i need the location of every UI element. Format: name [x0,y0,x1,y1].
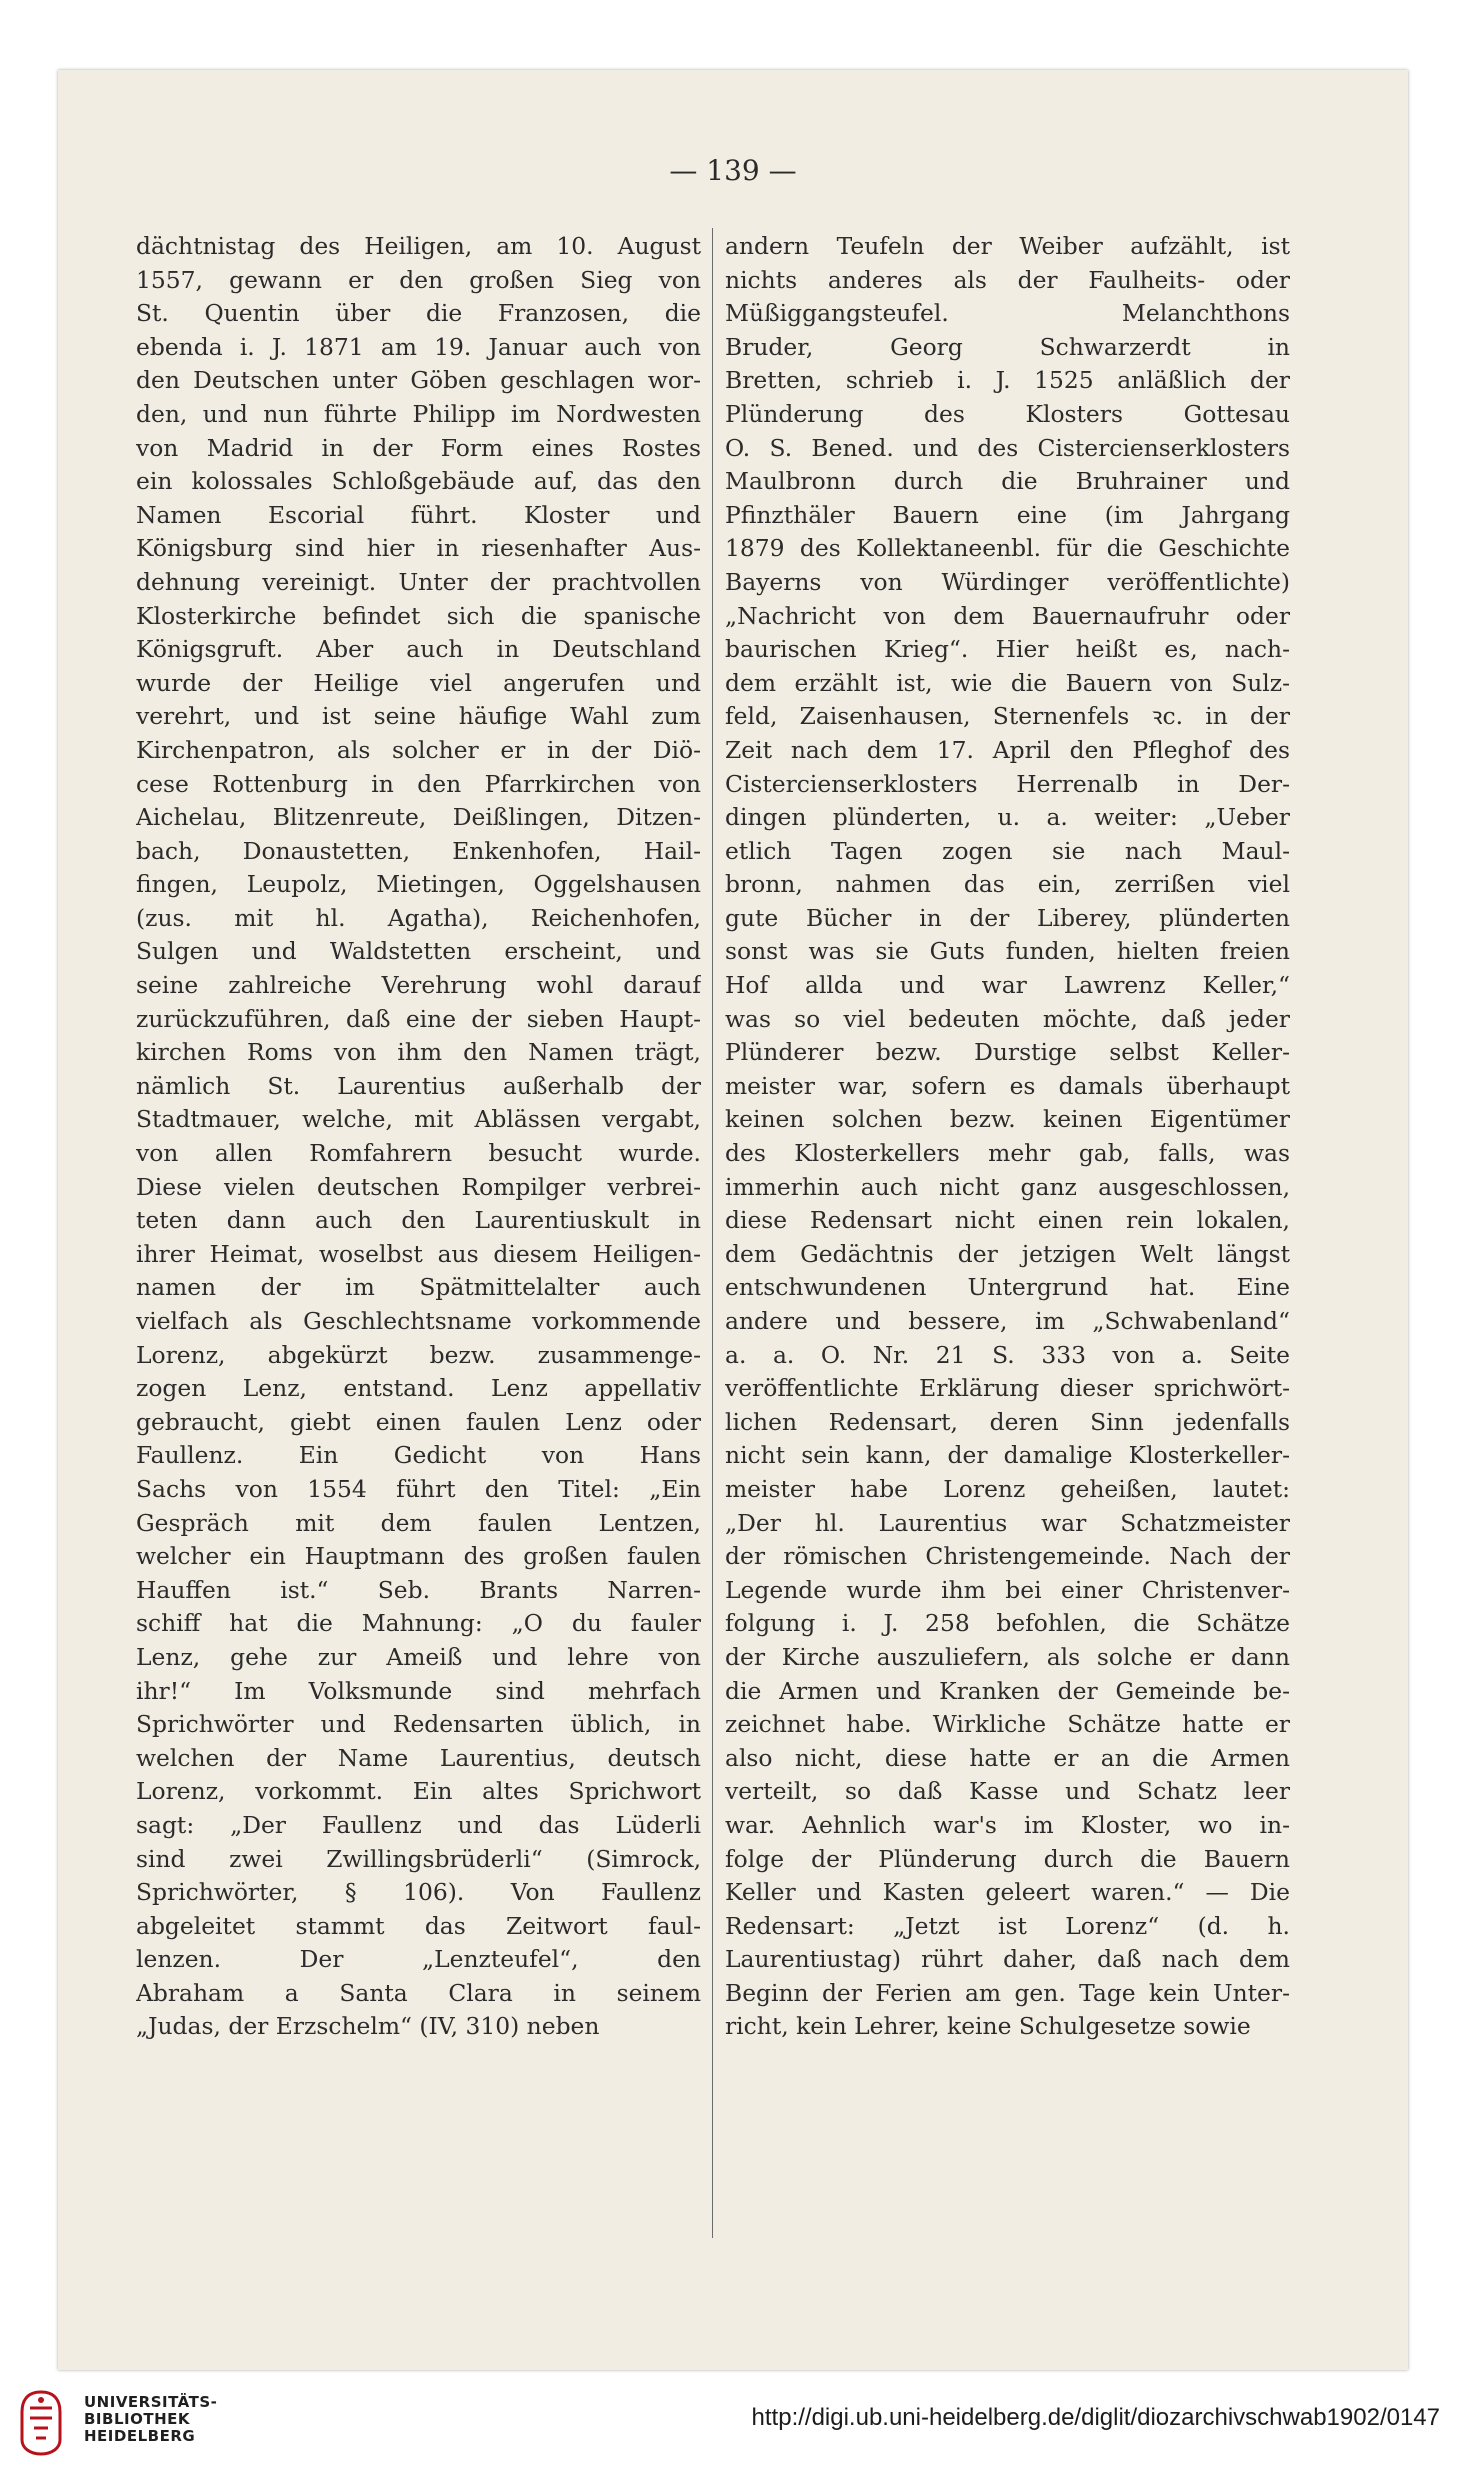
text-line: Aichelau, Blitzenreute, Deißlingen, Ditzen- [136,803,701,832]
text-line: Bretten, schrieb i. J. 1525 anläßlich der [725,366,1290,395]
text-line: „Der hl. Laurentius war Schatzmeister [725,1508,1290,1537]
source-url-link[interactable]: http://digi.ub.uni-heidelberg.de/diglit/diozarchivschwab1902/0147 [751,2404,1440,2431]
text-line: meister habe Lorenz geheißen, lautet: [725,1474,1290,1503]
text-line: die Armen und Kranken der Gemeinde be- [725,1676,1290,1705]
text-line: folge der Plünderung durch die Bauern [725,1844,1290,1873]
text-line: richt, kein Lehrer, keine Schulgesetze sowie [725,2012,1251,2041]
text-line: „Judas, der Erzschelm“ (IV, 310) neben [136,2012,600,2041]
text-line: meister war, sofern es damals überhaupt [725,1071,1290,1100]
text-line: Faullenz. Ein Gedicht von Hans [136,1441,701,1470]
text-line: ein kolossales Schloßgebäude auf, das den [136,467,701,496]
text-line: veröffentlichte Erklärung dieser sprichwört- [725,1374,1290,1403]
text-line: Sprichwörter, § 106). Von Faullenz [136,1878,701,1907]
text-line: Bruder, Georg Schwarzerdt in [725,332,1290,361]
text-line: gute Bücher in der Liberey, plünderten [725,903,1290,932]
text-line: entschwundenen Untergrund hat. Eine [725,1273,1290,1302]
text-line: seine zahlreiche Verehrung wohl darauf [136,971,701,1000]
text-line: Hauffen ist.“ Seb. Brants Narren- [136,1575,701,1604]
text-line: zeichnet habe. Wirkliche Schätze hatte er [725,1710,1290,1739]
text-line: Abraham a Santa Clara in seinem [136,1978,701,2007]
text-line: Hof allda und war Lawrenz Keller,“ [725,971,1290,1000]
text-line: welcher ein Hauptmann des großen faulen [136,1542,701,1571]
text-line: bronn, nahmen das ein, zerrißen viel [725,870,1290,899]
text-line: Cistercienserklosters Herrenalb in Der- [725,769,1290,798]
left-text-column [136,230,701,2044]
text-line: Legende wurde ihm bei einer Christenver- [725,1575,1290,1604]
library-name-line: HEIDELBERG [84,2427,196,2445]
text-line: ihrer Heimat, woselbst aus diesem Heiligen- [136,1239,701,1268]
text-line: dächtnistag des Heiligen, am 10. August [136,232,701,260]
text-line: 1557, gewann er den großen Sieg von [136,265,701,294]
text-line: verehrt, und ist seine häufige Wahl zum [136,702,701,731]
text-line: welchen der Name Laurentius, deutsch [136,1743,701,1772]
text-line: Zeit nach dem 17. April den Pfleghof des [725,735,1290,764]
text-line: Königsgruft. Aber auch in Deutschland [136,635,701,664]
text-line: ebenda i. J. 1871 am 19. Januar auch von [136,332,701,361]
text-line: St. Quentin über die Franzosen, die [136,299,701,328]
library-name-line: BIBLIOTHEK [84,2410,190,2428]
text-line: Keller und Kasten geleert waren.“ — Die [725,1878,1290,1907]
text-line: dem Gedächtnis der jetzigen Welt längst [725,1239,1290,1268]
text-line: Diese vielen deutschen Rompilger verbrei- [136,1172,701,1201]
text-line: Sprichwörter und Redensarten üblich, in [136,1710,701,1739]
text-line: Sachs von 1554 führt den Titel: „Ein [136,1474,701,1503]
text-line: lenzen. Der „Lenzteufel“, den [136,1945,701,1974]
text-line: fingen, Leupolz, Mietingen, Oggelshausen [136,870,701,899]
text-line: folgung i. J. 258 befohlen, die Schätze [725,1609,1290,1638]
text-line: Beginn der Ferien am gen. Tage kein Unter- [725,1978,1290,2007]
text-line: ihr!“ Im Volksmunde sind mehrfach [136,1676,701,1705]
text-line: namen der im Spätmittelalter auch [136,1273,701,1302]
text-line: andere und bessere, im „Schwabenland“ [725,1307,1290,1335]
text-line: andern Teufeln der Weiber aufzählt, ist [725,232,1290,260]
text-line: Plünderung des Klosters Gottesau [725,399,1290,428]
text-line: Gespräch mit dem faulen Lentzen, [136,1508,701,1537]
right-text-column [725,230,1290,2044]
text-line: teten dann auch den Laurentiuskult in [136,1206,701,1235]
text-line: abgeleitet stammt das Zeitwort faul- [136,1911,701,1940]
text-line: nichts anderes als der Faulheits- oder [725,265,1290,294]
text-line: sind zwei Zwillingsbrüderli“ (Simrock, [136,1844,701,1873]
text-line: kirchen Roms von ihm den Namen trägt, [136,1038,701,1067]
text-line: bach, Donaustetten, Enkenhofen, Hail- [136,836,701,865]
heidelberg-library-seal-icon [16,2388,66,2458]
text-line: immerhin auch nicht ganz ausgeschlossen, [725,1172,1290,1201]
text-line: Redensart: „Jetzt ist Lorenz“ (d. h. [725,1911,1290,1940]
text-line: Laurentiustag) rührt daher, daß nach dem [725,1945,1290,1974]
text-line: was so viel bedeuten möchte, daß jeder [725,1004,1290,1033]
text-line: verteilt, so daß Kasse und Schatz leer [725,1777,1290,1806]
column-divider [712,228,713,2238]
text-line: der römischen Christengemeinde. Nach der [725,1542,1290,1571]
library-name-line: UNIVERSITÄTS- [84,2393,218,2411]
text-line: (zus. mit hl. Agatha), Reichenhofen, [136,903,701,932]
text-line: der Kirche auszuliefern, als solche er dann [725,1642,1290,1671]
text-line: also nicht, diese hatte er an die Armen [725,1743,1290,1772]
text-line: Kirchenpatron, als solcher er in der Diö- [136,735,701,764]
text-line: Lorenz, vorkommt. Ein altes Sprichwort [136,1777,701,1806]
text-line: cese Rottenburg in den Pfarrkirchen von [136,769,701,798]
text-line: den, und nun führte Philipp im Nordwesten [136,399,701,428]
text-line: dingen plünderten, u. a. weiter: „Ueber [725,803,1290,832]
footer-bar [0,2380,1462,2473]
text-line: Maulbronn durch die Bruhrainer und [725,467,1290,496]
text-line: Plünderer bezw. Durstige selbst Keller- [725,1038,1290,1067]
text-line: Müßiggangsteufel. Melanchthons [725,299,1290,328]
text-line: Bayerns von Würdinger veröffentlichte) [725,567,1290,596]
text-line: keinen solchen bezw. keinen Eigentümer [725,1105,1290,1134]
scanned-page [58,70,1408,2370]
text-line: Klosterkirche befindet sich die spanische [136,601,701,630]
text-line: des Klosterkellers mehr gab, falls, was [725,1139,1290,1168]
text-line: nicht sein kann, der damalige Klosterkeller- [725,1441,1290,1470]
text-line: feld, Zaisenhausen, Sternenfels ꝛc. in der [725,702,1290,731]
text-line: dehnung vereinigt. Unter der prachtvollen [136,567,701,596]
text-line: nämlich St. Laurentius außerhalb der [136,1071,701,1100]
text-line: zogen Lenz, entstand. Lenz appellativ [136,1374,701,1403]
text-line: von allen Romfahrern besucht wurde. [136,1139,701,1168]
text-line: von Madrid in der Form eines Rostes [136,433,701,462]
text-line: baurischen Krieg“. Hier heißt es, nach- [725,635,1290,664]
text-line: den Deutschen unter Göben geschlagen wor- [136,366,701,395]
text-line: Stadtmauer, welche, mit Ablässen vergabt, [136,1105,701,1134]
text-line: O. S. Bened. und des Cistercienserklosters [725,433,1290,462]
text-line: Sulgen und Waldstetten erscheint, und [136,937,701,966]
library-name [84,2394,217,2445]
text-line: zurückzuführen, daß eine der sieben Haupt- [136,1004,701,1033]
text-line: gebraucht, giebt einen faulen Lenz oder [136,1407,701,1436]
text-line: Lorenz, abgekürzt bezw. zusammenge- [136,1340,701,1369]
page-number: — 139 — [669,154,797,187]
text-line: sonst was sie Guts funden, hielten freien [725,937,1290,966]
text-line: „Nachricht von dem Bauernaufruhr oder [725,601,1290,630]
text-line: sagt: „Der Faullenz und das Lüderli [136,1810,701,1839]
text-line: 1879 des Kollektaneenbl. für die Geschichte [725,534,1290,563]
text-line: lichen Redensart, deren Sinn jedenfalls [725,1407,1290,1436]
text-line: a. a. O. Nr. 21 S. 333 von a. Seite [725,1340,1290,1369]
text-line: etlich Tagen zogen sie nach Maul- [725,836,1290,865]
text-line: diese Redensart nicht einen rein lokalen, [725,1206,1290,1235]
text-line: war. Aehnlich war's im Kloster, wo in- [725,1810,1290,1839]
text-line: Namen Escorial führt. Kloster und [136,500,701,529]
text-line: vielfach als Geschlechtsname vorkommende [136,1307,701,1335]
text-line: Lenz, gehe zur Ameiß und lehre von [136,1642,701,1671]
text-line: wurde der Heilige viel angerufen und [136,668,701,697]
text-line: Königsburg sind hier in riesenhafter Aus- [136,534,701,563]
text-line: Pfinzthäler Bauern eine (im Jahrgang [725,500,1290,529]
text-line: dem erzählt ist, wie die Bauern von Sulz- [725,668,1290,697]
text-line: schiff hat die Mahnung: „O du fauler [136,1609,701,1638]
